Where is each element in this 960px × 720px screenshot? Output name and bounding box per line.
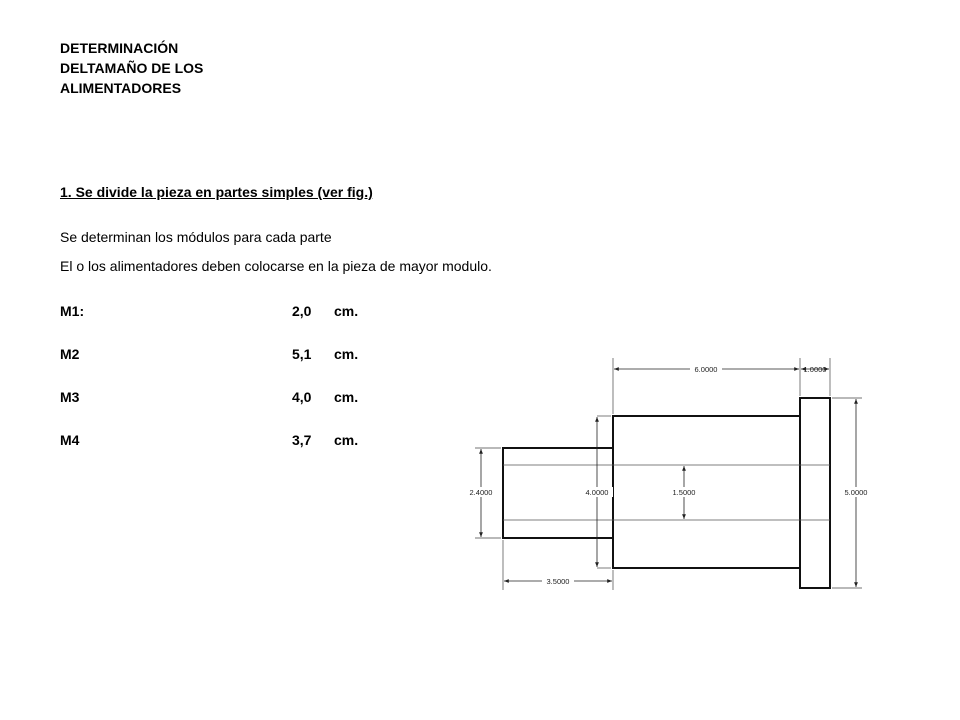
- paragraph-modules: Se determinan los módulos para cada parte: [60, 229, 332, 245]
- module-label: M4: [60, 432, 80, 448]
- module-label: M1:: [60, 303, 85, 319]
- paragraph-feeders: El o los alimentadores deben colocarse en la pieza de mayor modulo.: [60, 258, 492, 274]
- module-value: 4,0: [292, 389, 312, 405]
- dim-label-mid-diameter: 4.0000: [585, 488, 609, 497]
- module-unit: cm.: [334, 346, 359, 362]
- mid-cylinder: [613, 416, 800, 568]
- part-outline: [503, 398, 830, 588]
- dim-label-top-length: 6.0000: [694, 365, 718, 374]
- module-value: 3,7: [292, 432, 312, 448]
- module-unit: cm.: [334, 389, 359, 405]
- page-title: [60, 38, 203, 98]
- title-line-1: DETERMINACIÓN: [60, 40, 179, 56]
- extension-lines: [475, 358, 862, 590]
- bore-lines: [503, 465, 830, 520]
- step-1-heading: 1. Se divide la pieza en partes simples (ver fig.): [60, 184, 373, 200]
- part-drawing: [458, 352, 878, 597]
- dim-label-small-length: 3.5000: [546, 577, 570, 586]
- module-label: M2: [60, 346, 80, 362]
- flange: [800, 398, 830, 588]
- dim-label-bore-diameter: 1.5000: [672, 488, 696, 497]
- title-line-3: ALIMENTADORES: [60, 80, 182, 96]
- module-value: 5,1: [292, 346, 312, 362]
- dim-label-flange-width: 1.0000: [803, 365, 827, 374]
- module-label: M3: [60, 389, 80, 405]
- module-value: 2,0: [292, 303, 312, 319]
- dim-label-small-diameter: 2.4000: [469, 488, 493, 497]
- dim-label-flange-diameter: 5.0000: [844, 488, 868, 497]
- title-line-2: DELTAMAÑO DE LOS: [60, 60, 204, 76]
- module-unit: cm.: [334, 303, 359, 319]
- module-unit: cm.: [334, 432, 359, 448]
